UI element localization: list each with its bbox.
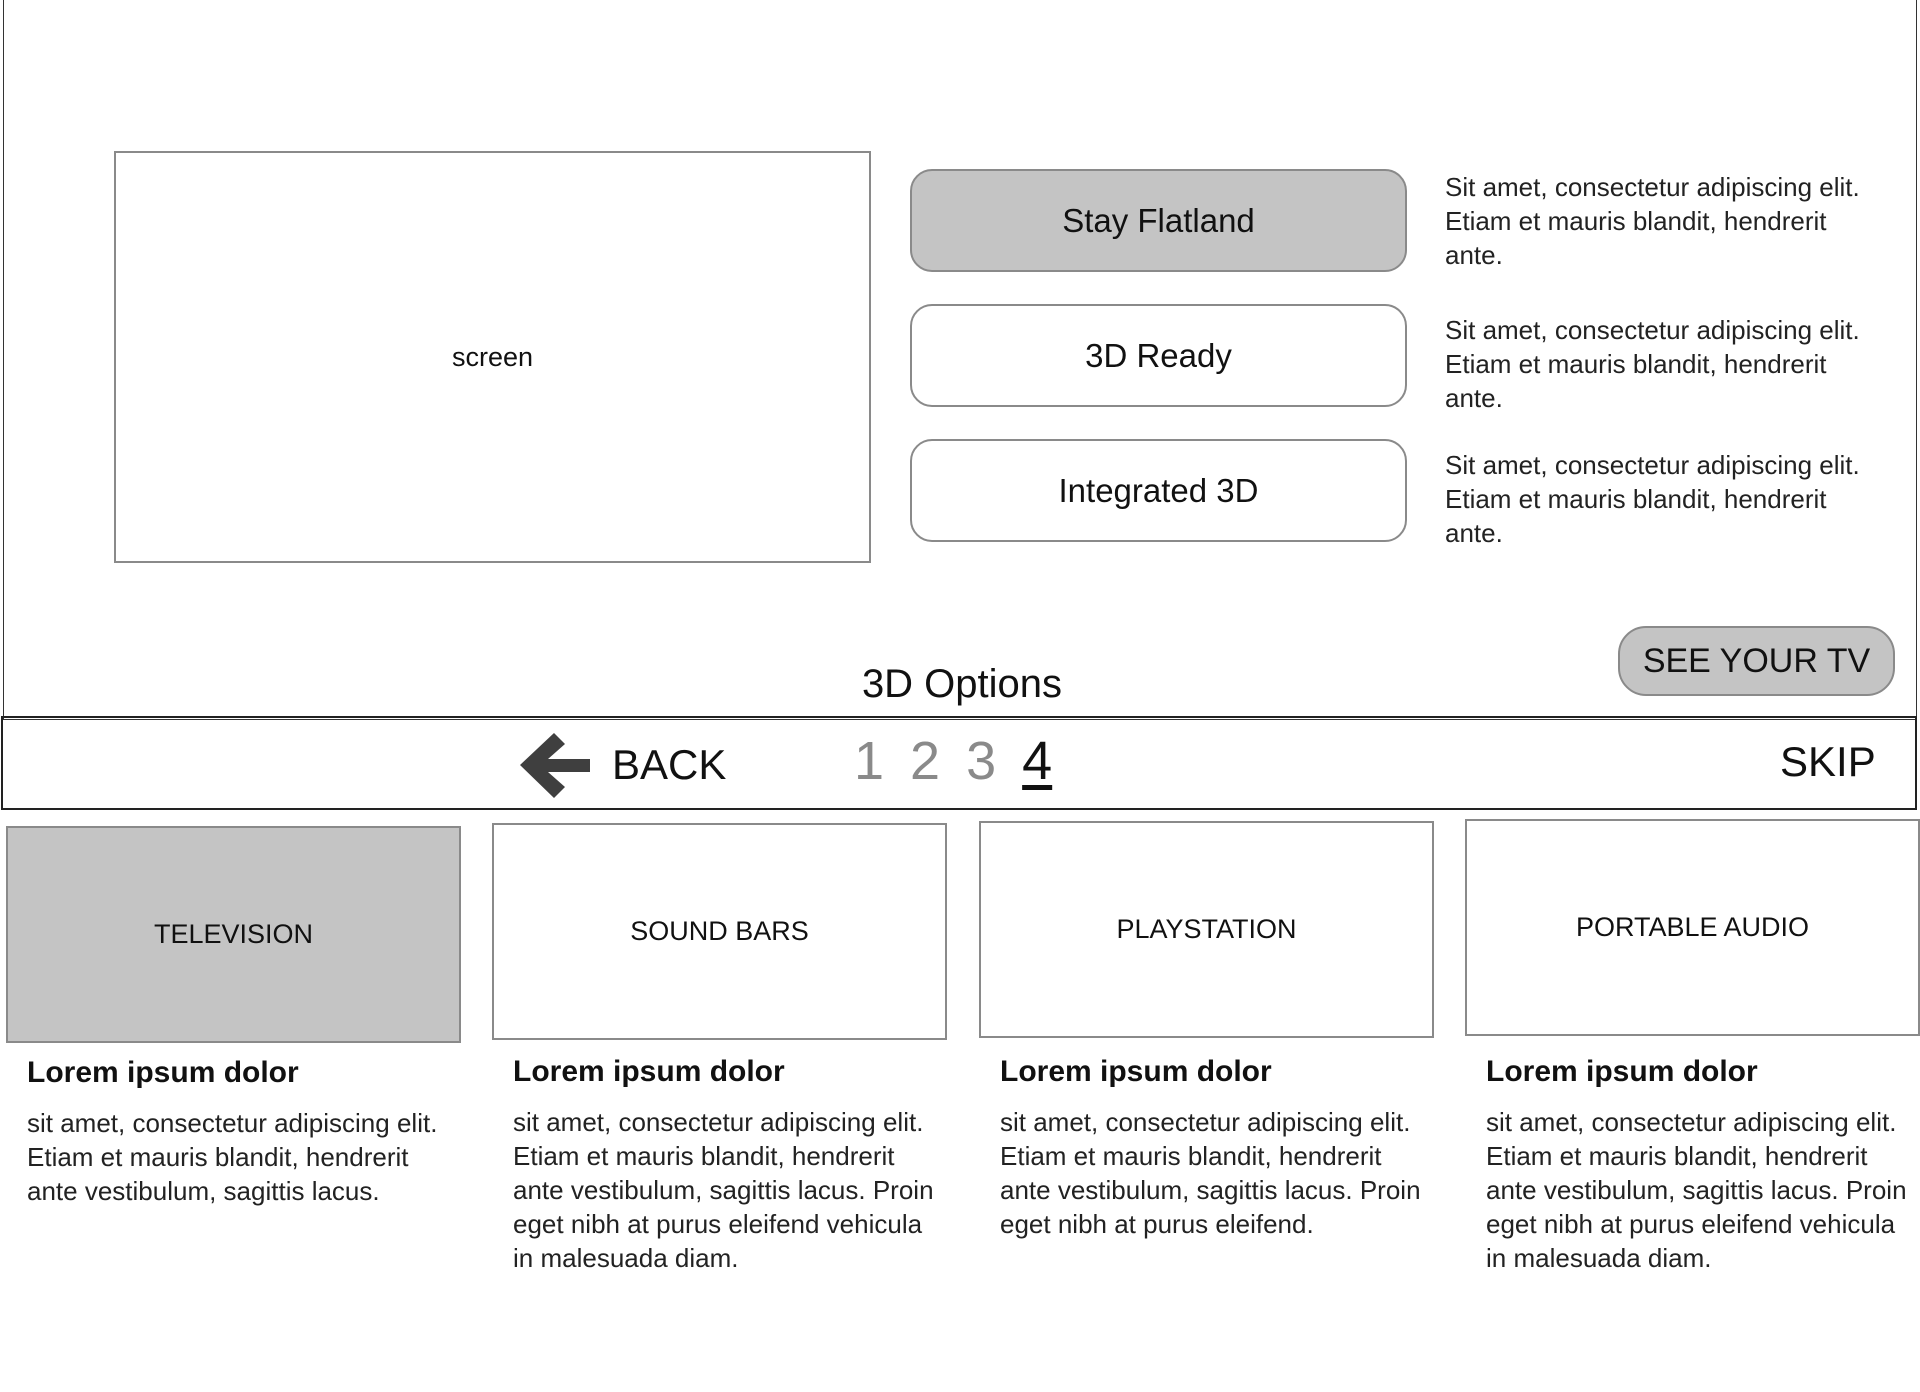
option-description: Sit amet, consectetur adipiscing elit. Etiam et mauris blandit, hendrerit ante. <box>1445 450 1860 548</box>
arrow-left-icon <box>516 726 594 804</box>
category-playstation-tile[interactable] <box>979 821 1434 1038</box>
page-number-4-current[interactable]: 4 <box>1022 731 1053 791</box>
back-label: BACK <box>612 741 727 788</box>
option-label: Stay Flatland <box>1062 201 1255 239</box>
see-your-tv-button[interactable] <box>1618 626 1895 696</box>
category-title: Lorem ipsum dolor <box>27 1056 299 1089</box>
category-sound-bars-tile[interactable] <box>492 823 947 1040</box>
category-television-tile[interactable] <box>6 826 461 1043</box>
back-button[interactable] <box>516 725 736 805</box>
page-number-2[interactable]: 2 <box>910 731 941 791</box>
page-number-1[interactable]: 1 <box>854 731 885 791</box>
category-description: sit amet, consectetur adipiscing elit. Etiam et mauris blandit, hendrerit ante vestibulum, sagittis lacus. Proin eget nibh at purus eleifend vehicula in malesuada diam. <box>513 1107 934 1273</box>
page-number-3[interactable]: 3 <box>966 731 997 791</box>
option-label: 3D Ready <box>1085 336 1232 374</box>
category-title: Lorem ipsum dolor <box>513 1055 785 1088</box>
wizard-title: 3D Options <box>861 662 1063 706</box>
category-description: sit amet, consectetur adipiscing elit. Etiam et mauris blandit, hendrerit ante vestibulum, sagittis lacus. Proin eget nibh at purus eleifend. <box>1000 1107 1421 1239</box>
option-description: Sit amet, consectetur adipiscing elit. Etiam et mauris blandit, hendrerit ante. <box>1445 172 1860 270</box>
step-pager <box>854 726 1078 796</box>
category-title: Lorem ipsum dolor <box>1000 1055 1272 1088</box>
category-description: sit amet, consectetur adipiscing elit. Etiam et mauris blandit, hendrerit ante vestibulum, sagittis lacus. <box>27 1108 438 1206</box>
screen-preview <box>114 151 871 563</box>
option-3d-ready-button[interactable] <box>910 304 1407 407</box>
screen-label: screen <box>451 341 534 372</box>
skip-button[interactable]: SKIP <box>1780 738 1876 785</box>
category-title: Lorem ipsum dolor <box>1486 1055 1758 1088</box>
category-portable-audio-tile[interactable] <box>1465 819 1920 1036</box>
category-label: PLAYSTATION <box>1116 914 1297 944</box>
option-label: Integrated 3D <box>1058 471 1259 509</box>
option-integrated-3d-button[interactable] <box>910 439 1407 542</box>
category-label: SOUND BARS <box>630 916 809 946</box>
category-label: TELEVISION <box>153 919 314 949</box>
option-description: Sit amet, consectetur adipiscing elit. Etiam et mauris blandit, hendrerit ante. <box>1445 315 1860 413</box>
option-stay-flatland-button[interactable] <box>910 169 1407 272</box>
category-label: PORTABLE AUDIO <box>1575 912 1810 942</box>
category-description: sit amet, consectetur adipiscing elit. Etiam et mauris blandit, hendrerit ante vestibulum, sagittis lacus. Proin eget nibh at purus eleifend vehicula in malesuada diam. <box>1486 1107 1907 1273</box>
see-your-tv-label: SEE YOUR TV <box>1642 641 1871 680</box>
